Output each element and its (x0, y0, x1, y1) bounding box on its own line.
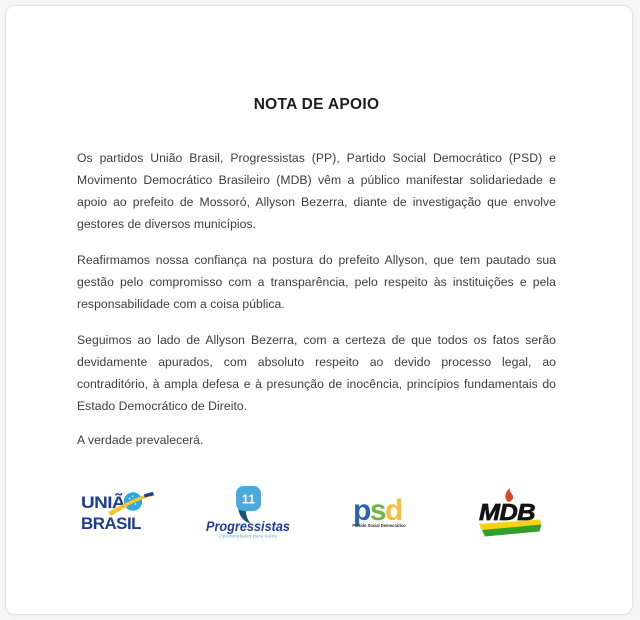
psd-tagline: Partido Social Democrático (351, 522, 406, 528)
psd-letter-d: d (384, 494, 402, 527)
psd-logo (313, 495, 444, 530)
progressistas-wordmark: Progressistas (205, 519, 290, 534)
party-logos-row (51, 485, 575, 539)
note-closing-line: A verdade prevalecerá. (77, 433, 204, 447)
note-title: NOTA DE APOIO (253, 96, 380, 113)
note-paragraph-2: Reafirmamos nossa confiança na postura do prefeito Allyson, que tem pautado sua gestão pelo compromisso com a transparência, pelo respeito às instituições e pela responsabilidade com a coisa pública. (77, 253, 556, 311)
note-card (5, 5, 633, 615)
mdb-wordmark: MDB (478, 499, 535, 525)
progressistas-logo-icon (202, 485, 294, 539)
note-paragraph-1: Os partidos União Brasil, Progressistas (PP), Partido Social Democrático (PSD) e Movimento Democrático Brasileiro (MDB) vêm a público manifestar solidariedade e apoio ao prefeito de Mossoró, Allyson Bezerra, diante de investigação que envolve gestores de diversos municípios. (77, 151, 556, 231)
psd-logo-icon (348, 495, 410, 530)
progressistas-logo (182, 485, 313, 539)
note-paragraph-3: Seguimos ao lado de Allyson Bezerra, com a certeza de que todos os fatos serão devidamente apurados, com absoluto respeito ao devido processo legal, ao contraditório, à ampla defesa e à presunção de inocência, princípios fundamentais do Estado Democrático de Direito. (77, 333, 556, 413)
mdb-logo (444, 487, 575, 537)
progressistas-tagline: Oportunidades para todos (218, 533, 277, 539)
psd-letter-s: s (369, 494, 385, 527)
uniao-brasil-logo-icon (80, 491, 154, 533)
uniao-brasil-line1: UNIÃ (80, 493, 121, 512)
psd-letter-p: p (352, 494, 370, 527)
uniao-brasil-logo (51, 491, 182, 533)
uniao-brasil-line2: BRASIL (80, 514, 141, 533)
mdb-logo-icon (476, 487, 544, 537)
progressistas-number: 11 (241, 492, 255, 507)
